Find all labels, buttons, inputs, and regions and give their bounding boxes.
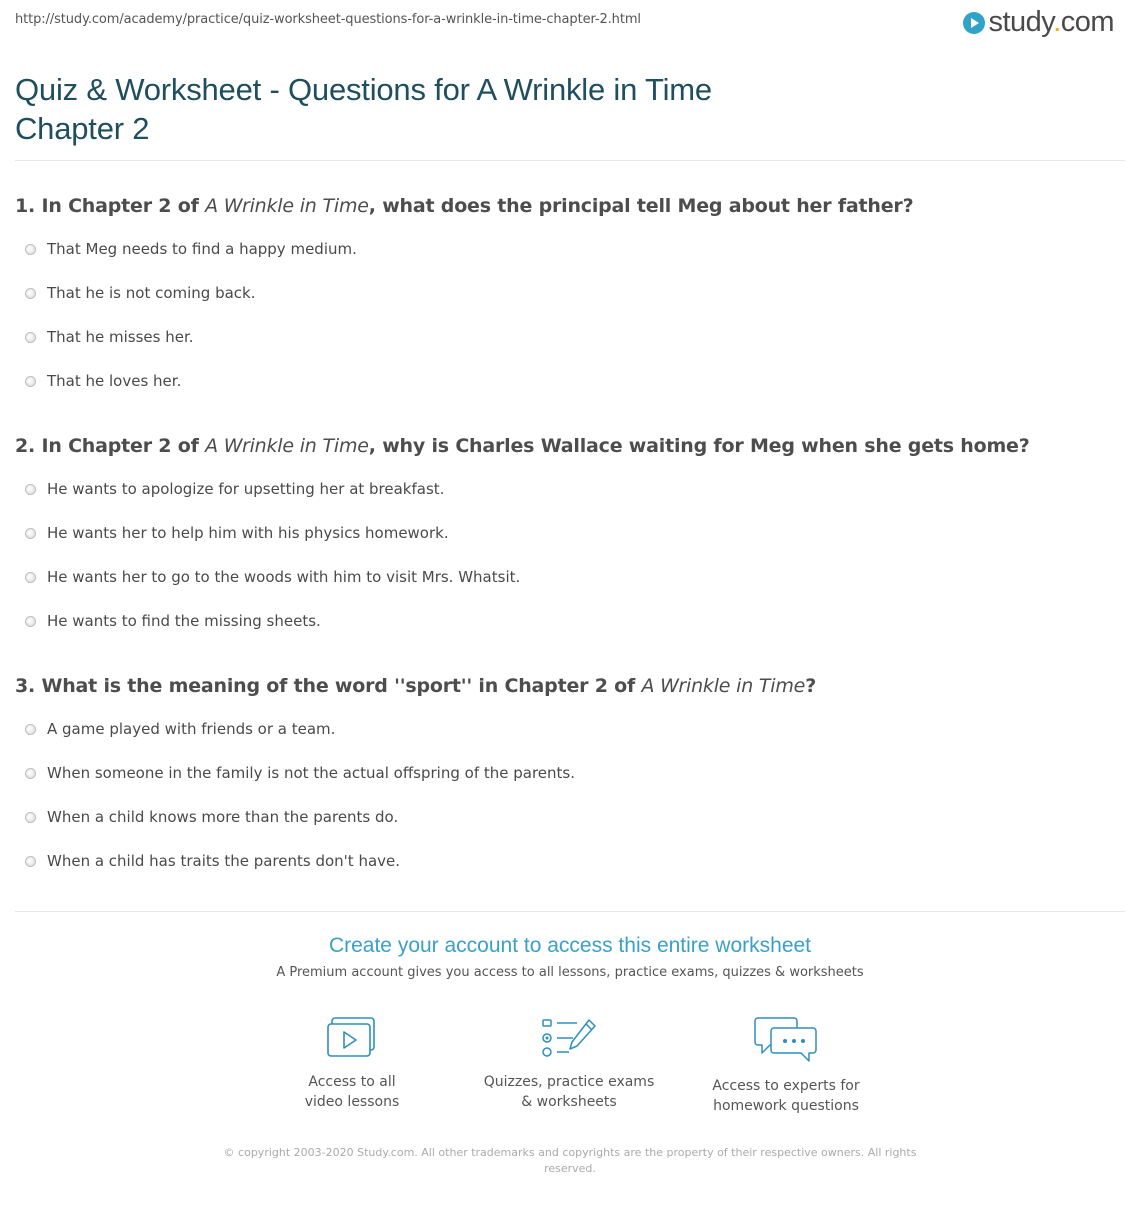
study-logo[interactable] — [963, 6, 1114, 39]
answer-option[interactable]: That he loves her. — [15, 359, 1125, 403]
page-title: Quiz & Worksheet - Questions for A Wrinkle in Time Chapter 2 — [15, 72, 712, 146]
answer-option[interactable]: He wants to apologize for upsetting her at breakfast. — [15, 467, 1125, 511]
question-text: 2. In Chapter 2 of A Wrinkle in Time, why is Charles Wallace waiting for Meg when she gets home? — [15, 435, 1030, 457]
radio-button[interactable] — [25, 244, 36, 255]
radio-button[interactable] — [25, 288, 36, 299]
radio-button[interactable] — [25, 616, 36, 627]
divider — [15, 911, 1125, 912]
radio-button[interactable] — [25, 376, 36, 387]
question-1 — [15, 194, 1125, 403]
feature-label-line2: homework questions — [713, 1098, 859, 1114]
answer-option[interactable]: When a child knows more than the parents do. — [15, 795, 1125, 839]
video-lessons-icon — [252, 1016, 452, 1060]
chat-bubbles-icon — [686, 1016, 886, 1064]
answer-option[interactable]: He wants her to go to the woods with him to visit Mrs. Whatsit. — [15, 555, 1125, 599]
feature-label-line1: Access to all — [308, 1074, 396, 1090]
question-3 — [15, 674, 1125, 883]
question-text: 1. In Chapter 2 of A Wrinkle in Time, what does the principal tell Meg about her father? — [15, 195, 914, 217]
quiz-checklist-icon — [469, 1016, 669, 1060]
answer-option[interactable]: A game played with friends or a team. — [15, 707, 1125, 751]
create-account-link[interactable]: Create your account to access this entire worksheet — [328, 934, 812, 957]
answer-option[interactable]: He wants her to help him with his physics homework. — [15, 511, 1125, 555]
answer-option[interactable]: When a child has traits the parents don't have. — [15, 839, 1125, 883]
radio-button[interactable] — [25, 484, 36, 495]
question-text: 3. What is the meaning of the word ''sport'' in Chapter 2 of A Wrinkle in Time? — [15, 675, 817, 697]
feature-label-line1: Quizzes, practice exams — [483, 1074, 655, 1090]
question-2 — [15, 434, 1125, 643]
radio-button[interactable] — [25, 812, 36, 823]
radio-button[interactable] — [25, 856, 36, 867]
feature-experts — [686, 1016, 886, 1116]
logo-wordmark: study.com — [988, 6, 1114, 38]
radio-button[interactable] — [25, 528, 36, 539]
answer-option[interactable]: That he is not coming back. — [15, 271, 1125, 315]
copyright-notice: © copyright 2003-2020 Study.com. All other trademarks and copyrights are the property of their respective owners. All rights reserved. — [223, 1146, 917, 1175]
radio-button[interactable] — [25, 332, 36, 343]
divider — [15, 160, 1125, 161]
answer-option[interactable]: He wants to find the missing sheets. — [15, 599, 1125, 643]
play-logo-icon — [963, 12, 985, 34]
answer-option[interactable]: That Meg needs to find a happy medium. — [15, 227, 1125, 271]
answer-option[interactable]: That he misses her. — [15, 315, 1125, 359]
radio-button[interactable] — [25, 572, 36, 583]
cta-subtitle: A Premium account gives you access to all lessons, practice exams, quizzes & worksheets — [276, 965, 864, 980]
answer-option[interactable]: When someone in the family is not the actual offspring of the parents. — [15, 751, 1125, 795]
feature-label-line1: Access to experts for — [712, 1078, 860, 1094]
feature-label-line2: & worksheets — [521, 1094, 617, 1110]
feature-quizzes — [469, 1016, 669, 1112]
radio-button[interactable] — [25, 724, 36, 735]
feature-video-lessons — [252, 1016, 452, 1112]
page-url: http://study.com/academy/practice/quiz-worksheet-questions-for-a-wrinkle-in-time-chapter-2.html — [15, 12, 641, 27]
feature-label-line2: video lessons — [304, 1094, 400, 1110]
radio-button[interactable] — [25, 768, 36, 779]
